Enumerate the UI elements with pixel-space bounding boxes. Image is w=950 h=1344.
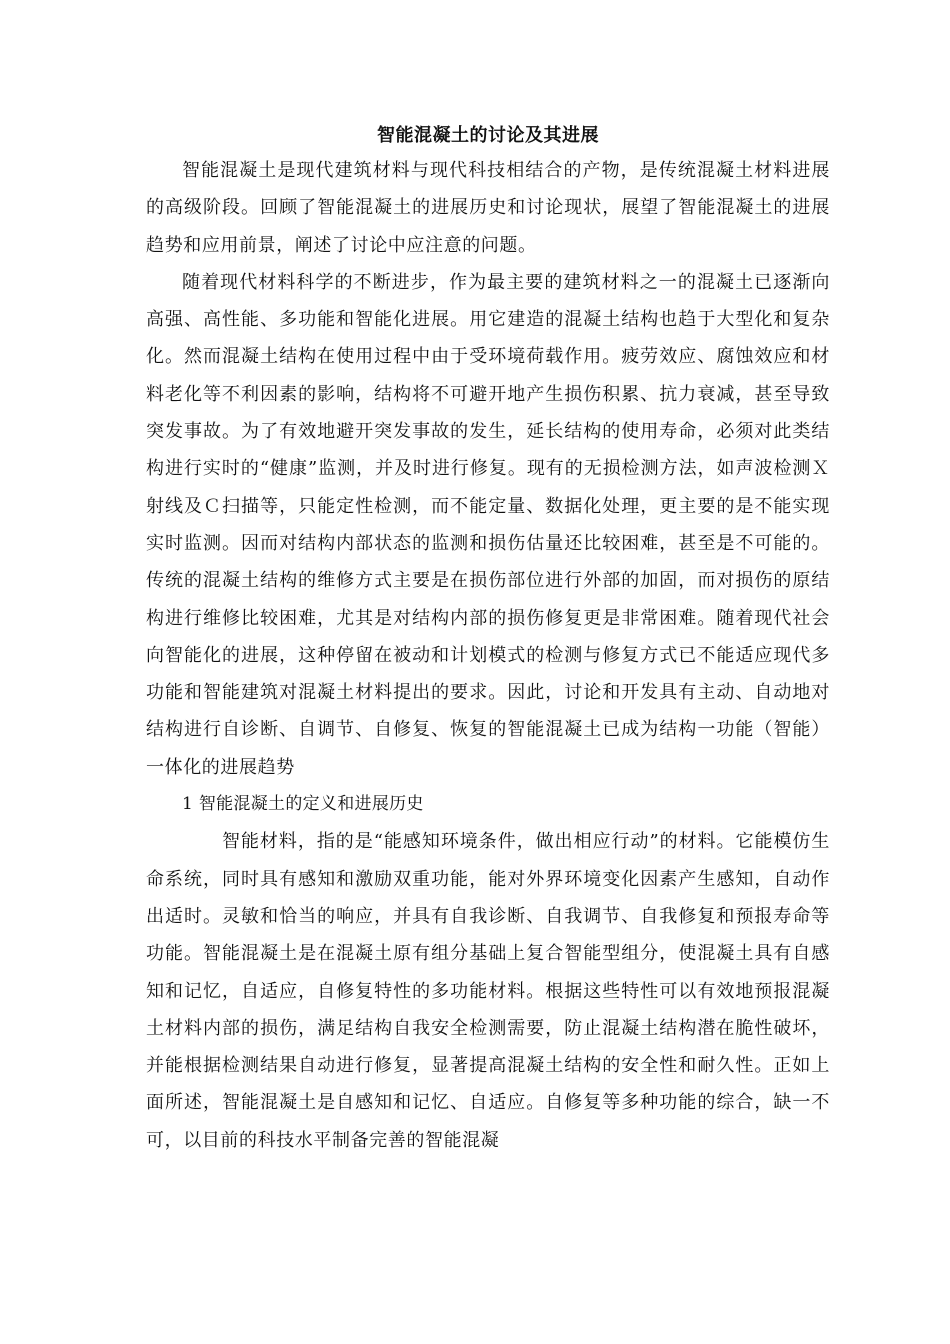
document-title: 智能混凝土的讨论及其进展: [377, 125, 599, 146]
document-body: [146, 122, 830, 1159]
abstract-paragraph: 智能混凝土是现代建筑材料与现代科技相结合的产物，是传统混凝土材料进展的高级阶段。回顾了智能混凝土的进展历史和讨论现状，展望了智能混凝土的进展趋势和应用前景，阐述了讨论中应注意的问题。: [146, 160, 830, 256]
intro-paragraph: 随着现代材料科学的不断进步，作为最主要的建筑材料之一的混凝土已逐渐向高强、高性能、多功能和智能化进展。用它建造的混凝土结构也趋于大型化和复杂化。然而混凝土结构在使用过程中由于受环境荷载作用。疲劳效应、腐蚀效应和材料老化等不利因素的影响，结构将不可避开地产生损伤积累、抗力衰减，甚至导致突发事故。为了有效地避开突发事故的发生，延长结构的使用寿命，必须对此类结构进行实时的“健康”监测，并及时进行修复。现有的无损检测方法，如声波检测Ｘ射线及Ｃ扫描等，只能定性检测，而不能定量、数据化处理，更主要的是不能实现实时监测。因而对结构内部状态的监测和损伤估量还比较困难，甚至是不可能的。传统的混凝土结构的维修方式主要是在损伤部位进行外部的加固，而对损伤的原结构进行维修比较困难，尤其是对结构内部的损伤修复更是非常困难。随着现代社会向智能化的进展，这种停留在被动和计划模式的检测与修复方式已不能适应现代多功能和智能建筑对混凝土材料提出的要求。因此，讨论和开发具有主动、自动地对结构进行自诊断、自调节、自修复、恢复的智能混凝土已成为结构一功能（智能）一体化的进展趋势: [146, 271, 830, 778]
section-heading: 1 智能混凝土的定义和进展历史: [182, 794, 424, 815]
section-paragraph: 智能材料，指的是“能感知环境条件，做出相应行动”的材料。它能模仿生命系统，同时具有感知和激励双重功能，能对外界环境变化因素产生感知，自动作出适时。灵敏和恰当的响应，并具有自我诊断、自我调节、自我修复和预报寿命等功能。智能混凝土是在混凝土原有组分基础上复合智能型组分，使混凝土具有自感知和记忆，自适应，自修复特性的多功能材料。根据这些特性可以有效地预报混凝土材料内部的损伤，满足结构自我安全检测需要，防止混凝土结构潜在脆性破坏，并能根据检测结果自动进行修复，显著提高混凝土结构的安全性和耐久性。正如上面所述，智能混凝土是自感知和记忆、自适应。自修复等多种功能的综合，缺一不可，以目前的科技水平制备完善的智能混凝: [146, 831, 830, 1151]
